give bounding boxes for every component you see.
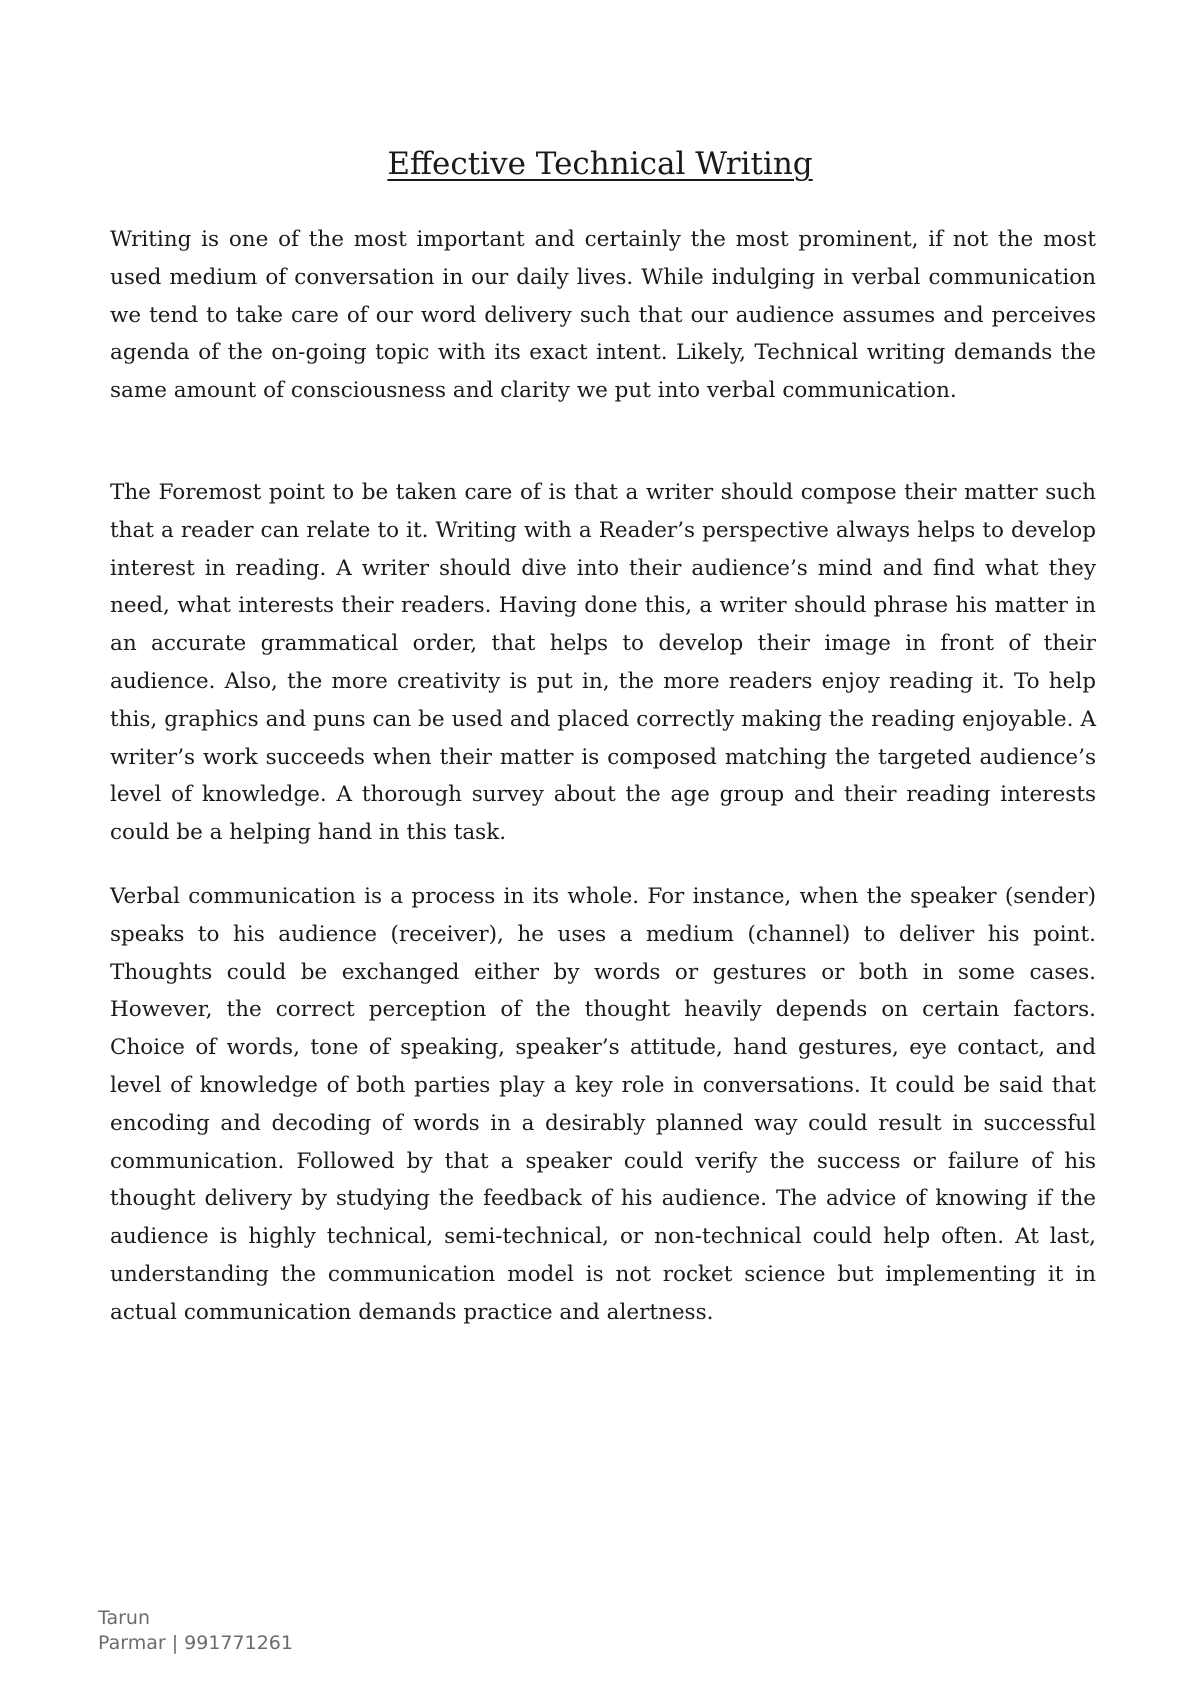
footer-line-2: Parmar | 991771261 <box>98 1632 293 1654</box>
paragraph-2: The Foremost point to be taken care of is that a writer should compose their matter such that a reader can relate to it. Writing with a Reader’s perspective always helps to develop interest in reading. A writer should dive into their audience’s mind and find what they need, what interests their readers. Having done this, a writer should phrase his matter in an accurate grammatical order, that helps to develop their image in front of their audience. Also, the more creativity is put in, the more readers enjoy reading it. To help this, graphics and puns can be used and placed correctly making the reading enjoyable. A writer’s work succeeds when their matter is composed matching the targeted audience’s level of knowledge. A thorough survey about the age group and their reading interests could be a helping hand in this task. <box>110 480 1096 846</box>
footer-line-1: Tarun <box>98 1607 150 1629</box>
paragraph-3: Verbal communication is a process in its whole. For instance, when the speaker (sender) speaks to his audience (receiver), he uses a medium (channel) to deliver his point. Thoughts could be exchanged either by words or gestures or both in some cases. However, the correct perception of the thought heavily depends on certain factors. Choice of words, tone of speaking, speaker’s attitude, hand gestures, eye contact, and level of knowledge of both parties play a key role in conversations. It could be said that encoding and decoding of words in a desirably planned way could result in successful communication. Followed by that a speaker could verify the success or failure of his thought delivery by studying the feedback of his audience. The advice of knowing if the audience is highly technical, semi-technical, or non-technical could help often. At last, understanding the communication model is not rocket science but implementing it in actual communication demands practice and alertness. <box>110 884 1096 1325</box>
document-title: Effective Technical Writing <box>387 146 813 182</box>
author-footer <box>98 1606 293 1656</box>
paragraph-1: Writing is one of the most important and certainly the most prominent, if not the most used medium of conversation in our daily lives. While indulging in verbal communication we tend to take care of our word delivery such that our audience assumes and perceives agenda of the on-going topic with its exact intent. Likely, Technical writing demands the same amount of consciousness and clarity we put into verbal communication. <box>110 227 1096 404</box>
